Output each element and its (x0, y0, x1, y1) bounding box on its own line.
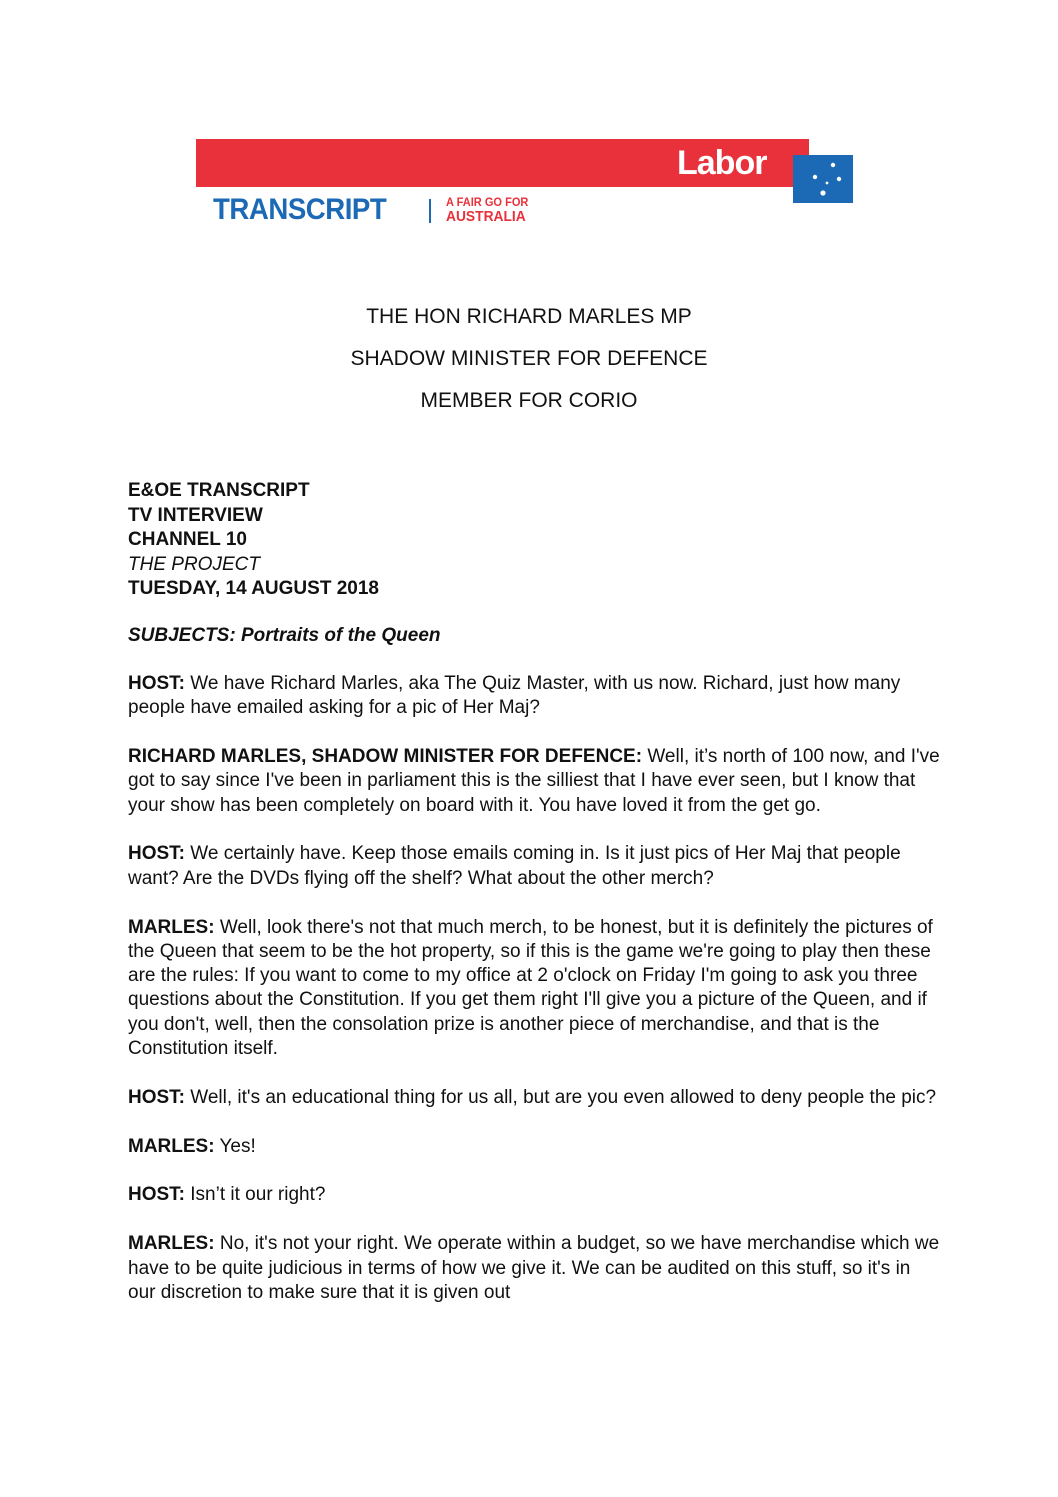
heading-electorate: MEMBER FOR CORIO (420, 389, 638, 412)
paragraph-text: Well, it’s north of 100 now, and I've got to say since I've been in parliament this is the silliest that I have ever seen, but I know that your show has been completely on board with it. You have loved it from the get go. (128, 746, 940, 816)
subjects-line: SUBJECTS: Portraits of the Queen (128, 625, 441, 646)
speaker-label: MARLES: (128, 916, 215, 938)
paragraph-text: Well, it's an educational thing for us all, but are you even allowed to deny people the pic? (185, 1086, 937, 1108)
tagline-line2: AUSTRALIA (446, 208, 526, 225)
transcript-paragraph (128, 916, 943, 1062)
speaker-label: HOST: (128, 843, 185, 865)
labor-logo-text: Labor (677, 144, 767, 182)
transcript-paragraph (128, 1135, 943, 1159)
banner-divider (429, 199, 431, 223)
speaker-label: MARLES: (128, 1233, 215, 1255)
transcript-paragraph (128, 745, 943, 818)
transcript-paragraph (128, 1086, 943, 1110)
paragraph-text: No, it's not your right. We operate within a budget, so we have merchandise which we have to be quite judicious in terms of how we give it. We can be audited on this stuff, so it's in our discretion to make sure that it is given out (128, 1233, 940, 1303)
paragraph-text: Isn’t it our right? (185, 1184, 326, 1206)
southern-cross-icon (793, 155, 853, 203)
paragraph-text: We certainly have. Keep those emails coming in. Is it just pics of Her Maj that people want? Are the DVDs flying off the shelf? What about the other merch? (128, 843, 901, 889)
meta-program: THE PROJECT (128, 553, 260, 575)
meta-channel: CHANNEL 10 (128, 529, 247, 550)
transcript-paragraph (128, 1183, 943, 1207)
document-heading (0, 302, 1058, 428)
meta-type: E&OE TRANSCRIPT (128, 480, 310, 501)
heading-name: THE HON RICHARD MARLES MP (366, 305, 692, 328)
transcript-meta (128, 479, 928, 602)
transcript-paragraph (128, 1232, 943, 1305)
paragraph-text: Yes! (214, 1135, 256, 1157)
transcript-body (128, 624, 943, 1330)
speaker-label: HOST: (128, 1086, 185, 1108)
heading-title: SHADOW MINISTER FOR DEFENCE (350, 347, 708, 370)
speaker-label: MARLES: (128, 1135, 215, 1157)
speaker-label: RICHARD MARLES, SHADOW MINISTER FOR DEFENCE: (128, 746, 643, 768)
speaker-label: HOST: (128, 1184, 185, 1206)
meta-format: TV INTERVIEW (128, 504, 263, 526)
labor-transcript-banner (196, 139, 856, 229)
meta-date: TUESDAY, 14 AUGUST 2018 (128, 578, 379, 599)
transcript-paragraph (128, 842, 943, 891)
speaker-label: HOST: (128, 673, 185, 694)
tagline-line1: A FAIR GO FOR (446, 195, 529, 209)
tagline (446, 196, 547, 224)
transcript-paragraph (128, 672, 943, 721)
paragraph-text: Well, look there's not that much merch, to be honest, but it is definitely the pictures of the Queen that seem to be the hot property, so if this is the game we're going to play then these are the rules: If you want to come to my office at 2 o'clock on Friday I'm going to ask you three questions about the Constitution. If you get them right I'll give you a picture of the Queen, and if you don't, well, then the consolation prize is another piece of merchandise, and that is the Constitution itself. (128, 916, 933, 1060)
paragraph-text: We have Richard Marles, aka The Quiz Master, with us now. Richard, just how many people have emailed asking for a pic of Her Maj? (128, 673, 901, 719)
transcript-label: TRANSCRIPT (213, 193, 387, 226)
